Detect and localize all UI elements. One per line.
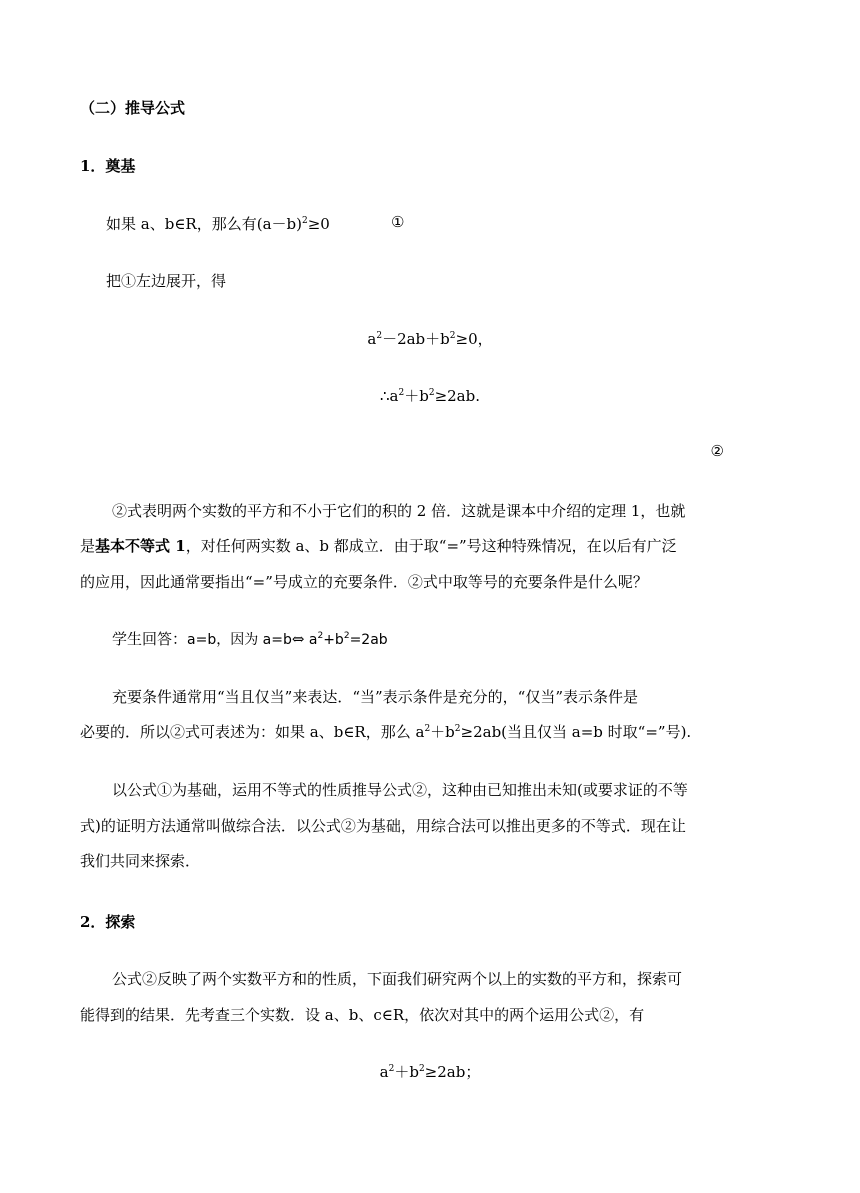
formula-mark-1: ① [391, 213, 405, 231]
premise-sup: 2 [301, 216, 308, 226]
heading-foundation: 1．奠基 [80, 157, 136, 175]
para2-line1: 充要条件通常用“当且仅当”来表达．“当”表示条件是充分的，“仅当”表示条件是 [112, 688, 639, 706]
formula-mark-2: ② [710, 442, 724, 460]
iff-symbol: ⇔ [291, 630, 305, 648]
equation-ab: $a^2+b^2\ge 2ab$； [379, 1063, 481, 1081]
premise-text: 如果 a、b∈R，那么有(a－b) [106, 215, 302, 233]
equation-result: $\therefore a^2+b^2\ge 2ab$. [379, 387, 480, 405]
para3-line1: 以公式①为基础，运用不等式的性质推导公式②，这种由已知推出未知(或要求证的不等 [112, 781, 688, 799]
para3-line3: 我们共同来探索． [80, 852, 201, 870]
para1-line2: 是基本不等式 1，对任何两实数 a、b 都成立．由于取“=”号这种特殊情况，在以后有广泛 [80, 537, 677, 555]
student-answer: 学生回答：a=b，因为 a=b⇔ $a^2+b^2=2ab$ [112, 630, 388, 648]
para1-line1: ②式表明两个实数的平方和不小于它们的积的 2 倍．这就是课本中介绍的定理 1，也就 [112, 502, 686, 520]
basic-inequality-term: 基本不等式 1 [95, 537, 186, 555]
heading-explore: 2．探索 [80, 913, 136, 931]
equation-expanded: $a^2-2ab+b^2\ge 0$， [367, 330, 493, 348]
section-title: （二）推导公式 [80, 99, 186, 117]
para4-line1: 公式②反映了两个实数平方和的性质，下面我们研究两个以上的实数的平方和，探索可 [112, 970, 683, 988]
para4-line2: 能得到的结果．先考查三个实数．设 a、b、c∈R，依次对其中的两个运用公式②，有 [80, 1006, 645, 1024]
premise-line [106, 213, 405, 234]
para3-line2: 式)的证明方法通常叫做综合法．以公式②为基础，用综合法可以推出更多的不等式．现在让 [80, 817, 686, 835]
para1-line3: 的应用，因此通常要指出“=”号成立的充要条件．②式中取等号的充要条件是什么呢？ [80, 573, 648, 591]
para2-line2: 必要的．所以②式可表述为：如果 a、b∈R，那么 $a^2+b^2\ge 2ab$(当且仅当 a=b 时取“=”号). [80, 723, 692, 741]
premise-rel: ≥0 [307, 215, 330, 233]
expand-line: 把①左边展开，得 [106, 272, 227, 290]
